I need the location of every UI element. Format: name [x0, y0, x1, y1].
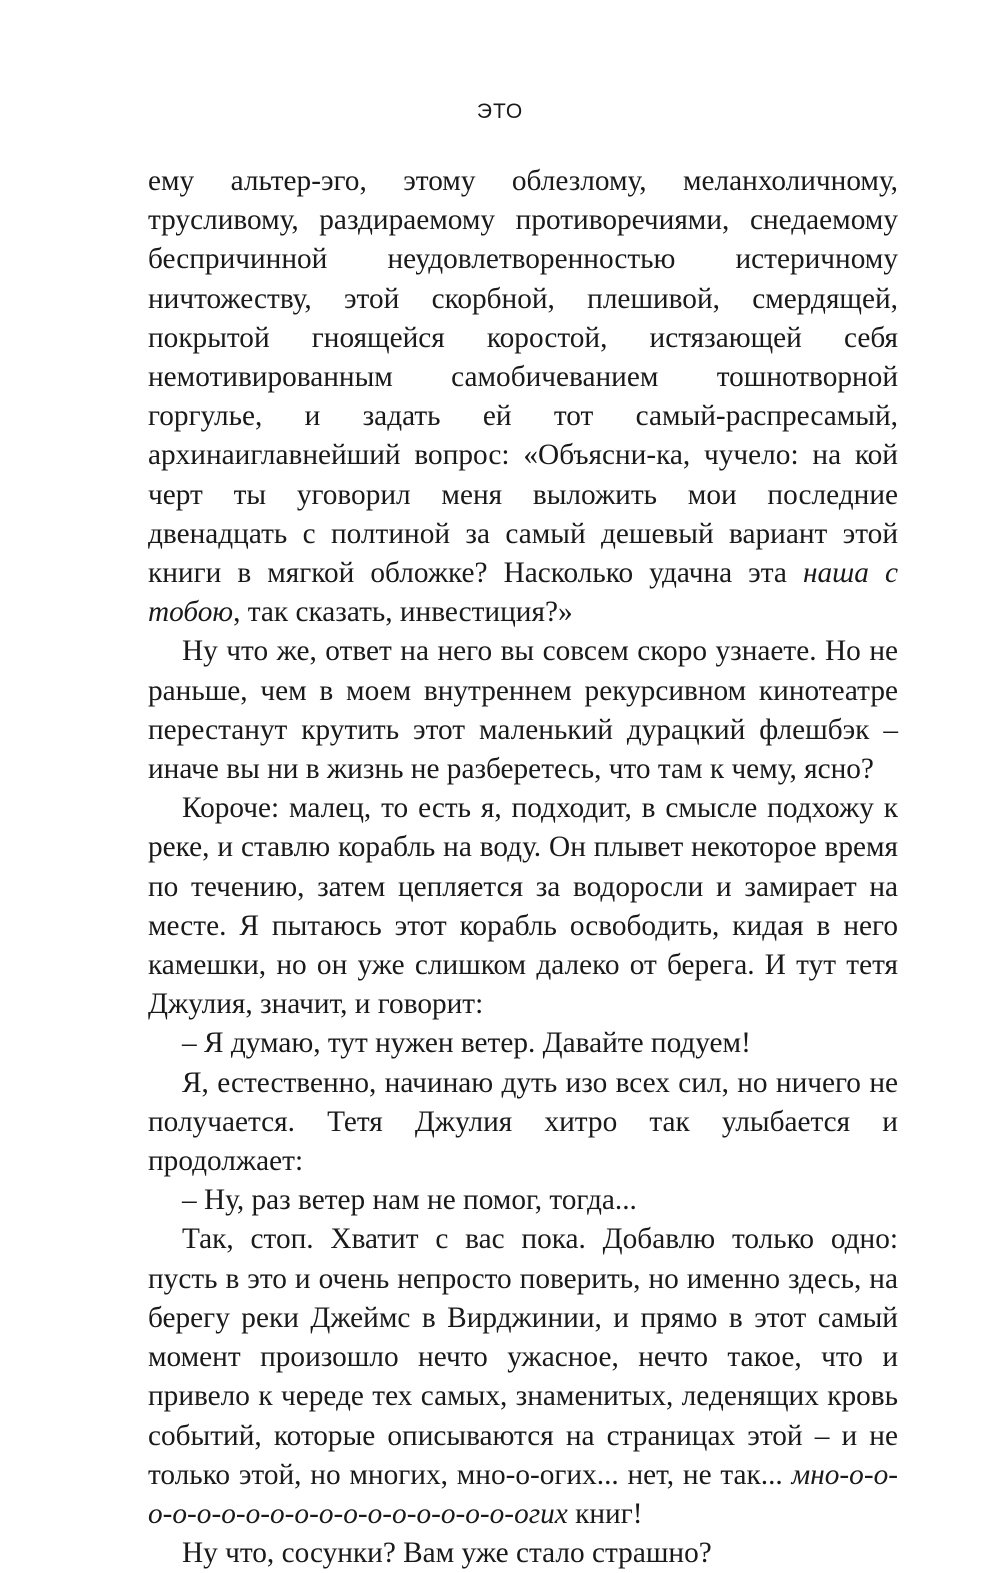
text-span: книг!: [567, 1497, 643, 1530]
paragraph-4-dialogue: [148, 1024, 898, 1063]
paragraph-2: [148, 632, 898, 789]
paragraph-7: [148, 1220, 898, 1534]
italic-span: мно-о-о-о-о-о-о-о-о-о-о-о-о-о-о-о-о-о-огих: [148, 1458, 898, 1530]
text-span: Я, естественно, начинаю дуть изо всех сил, но ничего не получается. Тетя Джулия хитро так улыбается и продолжает:: [148, 1066, 898, 1178]
paragraph-6-dialogue: [148, 1181, 898, 1220]
paragraph-8: [148, 1534, 898, 1573]
text-span: ему альтер-эго, этому облезлому, меланхоличному, трусливому, раздираемому противоречиями, снедаемому беспричинной неудовлетворенностью истеричному ничтожеству, этой скорбной, плешивой, смердящей, покрытой гноящейся коростой, истязающей себя немотивированным самобичеванием тошнотворной горгулье, и задать ей тот самый-распресамый, архинаиглавнейший вопрос: «Объясни-ка, чучело: на кой черт ты уговорил меня выложить мои последние двенадцать с полтиной за самый дешевый вариант этой книги в мягкой обложке? Насколько удачна эта: [148, 165, 898, 590]
text-span: – Я думаю, тут нужен ветер. Давайте подуем!: [182, 1027, 751, 1060]
paragraph-1: [148, 162, 898, 632]
text-span: Короче: малец, то есть я, подходит, в смысле подхожу к реке, и ставлю корабль на воду. Он плывет некоторое время по течению, затем цепляется за водоросли и замирает на месте. Я пытаюсь этот корабль освободить, кидая в него камешки, но он уже слишком далеко от берега. И тут тетя Джулия, значит, и говорит:: [148, 792, 898, 1021]
body-text: [148, 162, 898, 1573]
text-span: – Ну, раз ветер нам не помог, тогда...: [182, 1184, 637, 1217]
text-span: Так, стоп. Хватит с вас пока. Добавлю только одно: пусть в это и очень непросто поверить, но именно здесь, на берегу реки Джеймс в Вирджинии, и прямо в этот самый момент произошло нечто ужасное, нечто такое, что и привело к череде тех самых, знаменитых, леденящих кровь событий, которые описываются на страницах этой – и не только этой, но многих, мно-о-огих... нет, не так...: [148, 1223, 898, 1491]
text-span: Ну что, сосунки? Вам уже стало страшно?: [182, 1537, 712, 1570]
text-span: Ну что же, ответ на него вы совсем скоро узнаете. Но не раньше, чем в моем внутреннем рекурсивном кинотеатре перестанут крутить этот маленький дурацкий флешбэк – иначе вы ни в жизнь не разберетесь, что там к чему, ясно?: [148, 635, 898, 786]
paragraph-5: [148, 1064, 898, 1182]
paragraph-3: [148, 789, 898, 1024]
italic-span: наша с тобою: [148, 557, 898, 629]
text-span: , так сказать, инвестиция?»: [233, 596, 573, 629]
running-head: ЭТО: [476, 100, 524, 123]
